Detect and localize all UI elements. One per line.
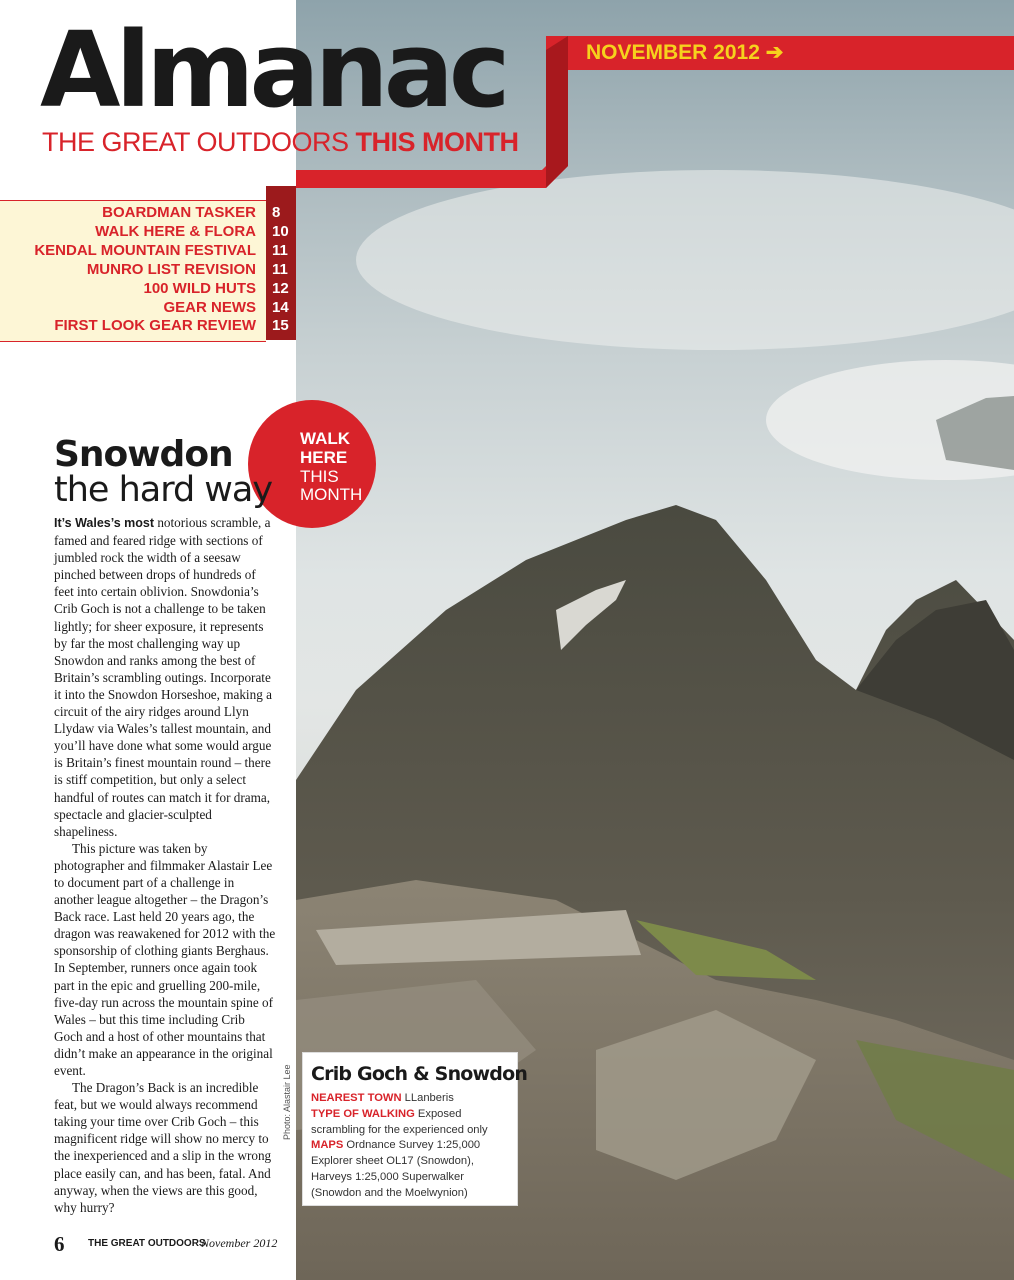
contents-item-label: GEAR NEWS xyxy=(163,298,256,316)
contents-item-label: MUNRO LIST REVISION xyxy=(86,260,256,278)
contents-item-page: 14 xyxy=(272,298,289,316)
publication-name: THE GREAT OUTDOORS xyxy=(88,1238,206,1249)
info-maps: MAPS Ordnance Survey 1:25,000 Explorer sheet OL17 (Snowdon), Harveys 1:25,000 Superwalker (Snowdon and the Moelwynion) xyxy=(311,1139,481,1199)
contents-item-label: KENDAL MOUNTAIN FESTIVAL xyxy=(34,241,256,259)
route-info-box xyxy=(302,1052,528,1206)
info-type-of-walking: TYPE OF WALKING Exposed scrambling for the experienced only xyxy=(311,1107,488,1136)
contents-item-page: 8 xyxy=(272,204,281,221)
contents-item[interactable] xyxy=(0,280,294,299)
walk-here-badge: WALK HERE THIS MONTH xyxy=(248,400,376,528)
contents-item-label: BOARDMAN TASKER xyxy=(102,204,256,221)
info-nearest-town: NEAREST TOWN LLanberis xyxy=(311,1092,454,1104)
photo-credit: Photo: Alastair Lee xyxy=(282,1064,292,1140)
contents-item-page: 12 xyxy=(272,279,289,297)
footer-date: November 2012 xyxy=(201,1236,278,1250)
contents-item-label: 100 WILD HUTS xyxy=(143,279,256,297)
contents-item[interactable] xyxy=(0,299,294,318)
page-number: 6 xyxy=(54,1232,65,1256)
article-headline: Snowdon xyxy=(54,434,233,475)
contents-item[interactable] xyxy=(0,261,294,280)
contents-item[interactable] xyxy=(0,204,294,223)
contents-item-page: 11 xyxy=(272,260,288,278)
contents-item[interactable] xyxy=(0,242,294,261)
masthead-subtitle: THE GREAT OUTDOORS THIS MONTH xyxy=(42,127,519,157)
paragraph-2: This picture was taken by photographer and filmmaker Alastair Lee to document part of a challenge in another league altogether – the Dragon’s Back race. Last held 20 years ago, the dragon was reawakened for 2012 with the sponsorship of clothing giants Berghaus. In September, runners once again took part in the epic and gruelling 200-mile, five-day run across the mountain spine of Wales – but this time including Crib Goch and a host of other mountains that didn’t make an appearance in the original event. xyxy=(54,840,276,1078)
issue-date: NOVEMBER 2012 ➔ xyxy=(586,41,784,64)
paragraph-1: It’s Wales’s most notorious scramble, a famed and feared ridge with sections of jumbled rock the width of a seesaw pinched between drops of hundreds of feet into certain oblivion. Snowdonia’s Crib Goch is not a challenge to be taken lightly; for sheer exposure, it represents by far the most challenging way up Snowdon and ranks among the best of Britain’s scrambling outings. Incorporate it into the Snowdon Horseshoe, making a circuit of the airy ridges around Llyn Llydaw via Wales’s tallest mountain, and you’ll have done what some would argue is Britain’s finest mountain round – there is stiff competition, but only a select handful of routes can match it for drama, spectacle and glacier-sculpted shapeliness. xyxy=(54,515,272,839)
paragraph-3: The Dragon’s Back is an incredible feat, but we would always recommend taking your time over Crib Goch – this magnificent ridge will show no mercy to the inexperienced and a slip in the wrong place easily can, and has been, fatal. And anyway, when the views are this good, why hurry? xyxy=(54,1080,272,1215)
article-body xyxy=(54,514,276,1216)
contents-item-page: 11 xyxy=(272,241,288,259)
article-subheadline: the hard way xyxy=(54,470,273,510)
masthead-title: Almanac xyxy=(40,9,506,131)
contents-item-label: FIRST LOOK GEAR REVIEW xyxy=(54,317,256,335)
contents-item[interactable] xyxy=(0,317,294,336)
contents-item-page: 10 xyxy=(272,222,289,240)
contents-item-page: 15 xyxy=(272,317,289,335)
contents-item-label: WALK HERE & FLORA xyxy=(95,222,256,240)
info-title: Crib Goch & Snowdon xyxy=(311,1063,528,1085)
contents-item[interactable] xyxy=(0,223,294,242)
